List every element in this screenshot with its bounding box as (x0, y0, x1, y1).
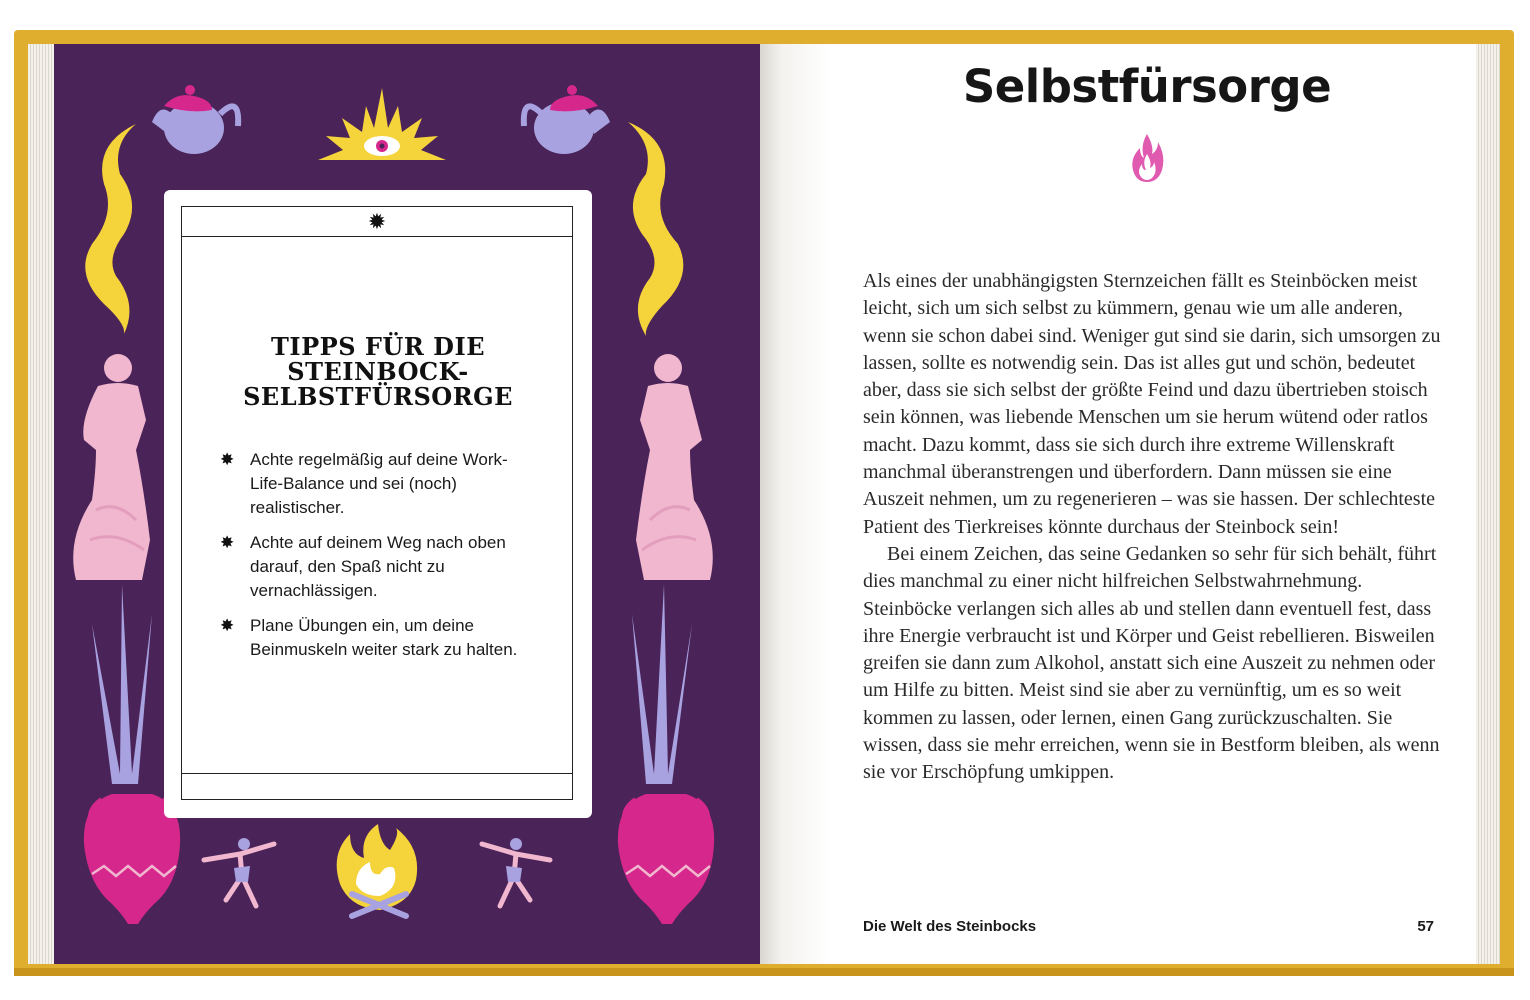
list-item (220, 614, 520, 662)
paragraph: Als eines der unabhängigsten Sternzeichen fällt es Steinböcken meist leicht, sich um sich selbst zu kümmern, genau wie um alle anderen, wenn sie schon dabei sind. Weniger gut sind sie darin, sich umsorgen zu lassen, sollte es notwendig sein. Das ist alles gut und schön, bedeutet aber, dass sie sich selbst der größte Feind und dazu übertrieben stoisch sein können, was liebende Menschen um sie herum wütend oder ratlos macht. Dazu kommt, dass sie sich durch ihre extreme Willenskraft manchmal überanstrengen und überfordern. Dann müssen sie eine Auszeit nehmen, um zu regenerieren – was sie hassen. Der schlechteste Patient des Tierkreises könnte durchaus der Steinbock sein! (863, 270, 1441, 538)
tip-text: Achte regelmäßig auf deine Work-Life-Balance und sei (noch) realistischer. (250, 450, 508, 517)
dancer-icon (204, 838, 274, 906)
book-cover-edge (14, 968, 1514, 976)
star-bullet-icon: ✸ (220, 533, 235, 552)
venus-statue-icon (636, 354, 713, 580)
teapot-icon (152, 85, 238, 154)
card-divider-top (181, 236, 573, 237)
body-text (863, 268, 1443, 787)
card-divider-bottom (181, 773, 573, 774)
yellow-flame-icon (628, 122, 683, 336)
crescent-moon-icon (364, 775, 390, 799)
dancer-icon (482, 838, 550, 906)
list-item (220, 448, 520, 520)
sun-eye-icon (318, 88, 446, 160)
pink-flame-icon (1130, 132, 1164, 184)
tip-text: Achte auf deinem Weg nach oben darauf, den Spaß nicht zu vernachlässigen. (250, 533, 506, 600)
star-bullet-icon: ✸ (220, 616, 235, 635)
amphora-plant-icon (618, 584, 714, 924)
tips-card-title: TIPPS FÜR DIE STEINBOCK-SELBSTFÜRSORGE (243, 332, 513, 411)
star-icon: ✹ (367, 209, 387, 234)
venus-statue-icon (73, 354, 150, 580)
page-stack-right (1472, 44, 1500, 964)
page-number: 57 (1417, 918, 1434, 935)
running-footer-section: Die Welt des Steinbocks (863, 918, 1037, 935)
page-title: Selbstfürsorge (962, 60, 1332, 113)
tip-text: Plane Übungen ein, um deine Beinmuskeln weiter stark zu halten. (250, 616, 518, 659)
book-gutter (760, 44, 830, 964)
teapot-icon (524, 85, 610, 154)
list-item (220, 531, 520, 603)
paragraph: Bei einem Zeichen, das seine Gedanken so sehr für sich behält, führt dies manchmal zu einer nicht hilfreichen Selbstwahrnehmung. Steinböcke verlangen sich alles ab und stellen dann eventuell fest, dass ihre Energie verbraucht ist und Körper und Geist rebellieren. Bisweilen greifen sie dann zum Alkohol, anstatt sich eine Auszeit zu nehmen oder um Hilfe zu bitten. Meist sind sie aber zu vernünftig, um es so weit kommen zu lassen, oder lernen, einen Gang zurückzuschalten. Sie wissen, dass sie mehr erreichen, wenn sie in Bestform bleiben, als wenn sie vor Erschöpfung umkippen. (863, 542, 1440, 784)
campfire-icon (337, 824, 417, 916)
star-bullet-icon: ✸ (220, 450, 235, 469)
tips-list (220, 448, 520, 673)
yellow-flame-icon (85, 124, 136, 334)
page-stack-left (28, 44, 56, 964)
